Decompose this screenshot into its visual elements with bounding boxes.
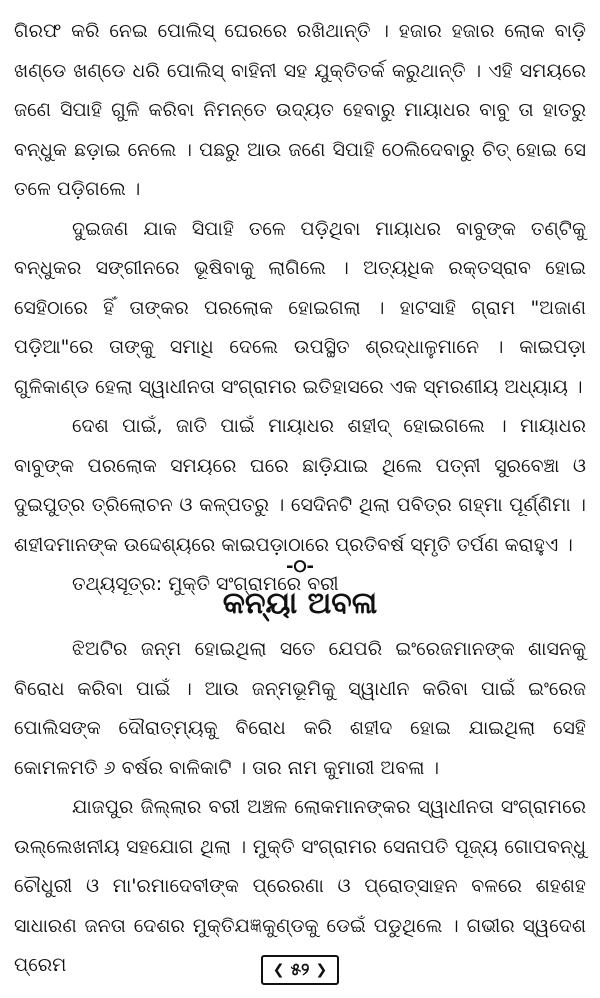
section-one	[14, 12, 586, 605]
paragraph: ଝିଅଟିର ଜନ୍ମ ହୋଇଥିଲା ସତେ ଯେପରି ଇଂରେଜମାନଙ୍କ ଶାସନକୁ ବିରୋଧ କରିବା ପାଇଁ । ଆଉ ଜନ୍ମଭୂମିକୁ ସ୍ୱାଧୀନ କରିବା ପାଇଁ ଇଂରେଜ ପୋଲିସଙ୍କ ଦୌରାତ୍ମ୍ୟକୁ ବିରୋଧ କରି ଶହୀଦ ହୋଇ ଯାଇଥିଲା ସେହି କୋମଳମତି ୬ ବର୍ଷର ବାଳିକାଟି । ତାର ନାମ କୁମାରୀ ଅବଳା ।	[14, 638, 586, 779]
chapter-title: କନ୍ୟା ଅବଳା	[222, 586, 378, 621]
paragraph: ଦେଶ ପାଇଁ, ଜାତି ପାଇଁ ମାୟାଧର ଶହୀଦ୍ ହୋଇଗଲେ । ମାୟାଧର ବାବୁଙ୍କ ପରଲୋକ ସମୟରେ ଘରେ ଛାଡ଼ିଯାଇ ଥିଲେ ପତ୍ନୀ ସୁରବେଞ୍ଚା ଓ ଦୁଇପୁତ୍ର ତ୍ରିଲୋଚନ ଓ କଳ୍ପତରୁ । ସେଦିନଟି ଥିଲା ପବିତ୍ର ଗହ୍ମା ପୂର୍ଣ୍ଣିମା । ଶହୀଦମାନଙ୍କ ଉଦ୍ଦେଶ୍ୟରେ କାଇପଡ଼ାଠାରେ ପ୍ରତିବର୍ଷ ସ୍ମୃତି ତର୍ପଣ କରାହୁଏ ।	[14, 415, 586, 556]
paragraph: ଗିରଫ କରି ନେଇ ପୋଲିସ୍ ଘେରରେ ରଖିଥାନ୍ତି । ହଜାର ହଜାର ଲୋକ ବାଡ଼ି ଖଣ୍ଡେ ଖଣ୍ଡେ ଧରି ପୋଲିସ୍ ବାହିନୀ ସହ ଯୁକ୍ତିତର୍କ କରୁଥାନ୍ତି । ଏହି ସମୟରେ ଜଣେ ସିପାହି ଗୁଳି କରିବା ନିମନ୍ତେ ଉଦ୍ୟତ ହେବାରୁ ମାୟାଧର ବାବୁ ତା ହାତରୁ ବନ୍ଧୁକ ଛଡ଼ାଇ ନେଲେ । ପଛରୁ ଆଉ ଜଣେ ସିପାହି ଠେଲିଦେବାରୁ ଚିତ୍ ହୋଇ ସେ ତଳେ ପଡ଼ିଗଲେ ।	[14, 20, 586, 200]
paragraph: ଯାଜପୁର ଜିଲ୍ଲାର ବରୀ ଅଞ୍ଚଳ ଲୋକମାନଙ୍କର ସ୍ୱାଧୀନତା ସଂଗ୍ରାମରେ ଉଲ୍ଲେଖନୀୟ ସହଯୋଗ ଥିଲା । ମୁକ୍ତି ସଂଗ୍ରାମର ସେନାପତି ପୂଜ୍ୟ ଗୋପବନ୍ଧୁ ଚୌଧୁରୀ ଓ ମା'ରମାଦେବୀଙ୍କ ପ୍ରେରଣା ଓ ପ୍ରୋତ୍ସାହନ ବଳରେ ଶହଶହ ସାଧାରଣ ଜନତା ଦେଶର ମୁକ୍ତିଯଜ୍ଞକୁଣ୍ଡକୁ ଡେଇଁ ପଡୁଥିଲେ । ଗଭୀର ସ୍ୱଦେଶ ପ୍ରେମ	[14, 796, 586, 976]
page-footer	[0, 955, 600, 985]
paragraph: ଦୁଇଜଣ ଯାକ ସିପାହି ତଳେ ପଡ଼ିଥିବା ମାୟାଧର ବାବୁଙ୍କ ତଣ୍ଟିକୁ ବନ୍ଧୁକର ସଙ୍ଗୀନରେ ଭୂଷିବାକୁ ଲାଗିଲେ । ଅତ୍ୟଧିକ ରକ୍ତସ୍ରାବ ହୋଇ ସେହିଠାରେ ହିଁ ତାଙ୍କର ପରଲୋକ ହୋଇଗଲା । ହାଟସାହି ଗ୍ରାମ "ଅଜାଣ ପଡ଼ିଆ"ରେ ତାଙ୍କୁ ସମାଧି ଦେଲେ ଉପସ୍ଥିତ ଶ୍ରଦ୍ଧାଳୁମାନେ । କାଇପଡ଼ା ଗୁଳିକାଣ୍ଡ ହେଲା ସ୍ୱାଧୀନତା ସଂଗ୍ରାମର ଇତିହାସରେ ଏକ ସ୍ମରଣୀୟ ଅଧ୍ୟାୟ ।	[14, 217, 586, 398]
chevron-right-icon: ❯	[315, 962, 328, 978]
source-citation: ତଥ୍ୟସୂତ୍ର: ମୁକ୍ତି ସଂଗ୍ରାମରେ ବରୀ	[72, 573, 339, 595]
page-number-box	[261, 955, 340, 985]
section-two	[14, 630, 586, 986]
section-divider: -୦-	[286, 556, 314, 577]
page-number: ୫୨	[290, 960, 310, 980]
chevron-left-icon: ❮	[272, 962, 285, 978]
